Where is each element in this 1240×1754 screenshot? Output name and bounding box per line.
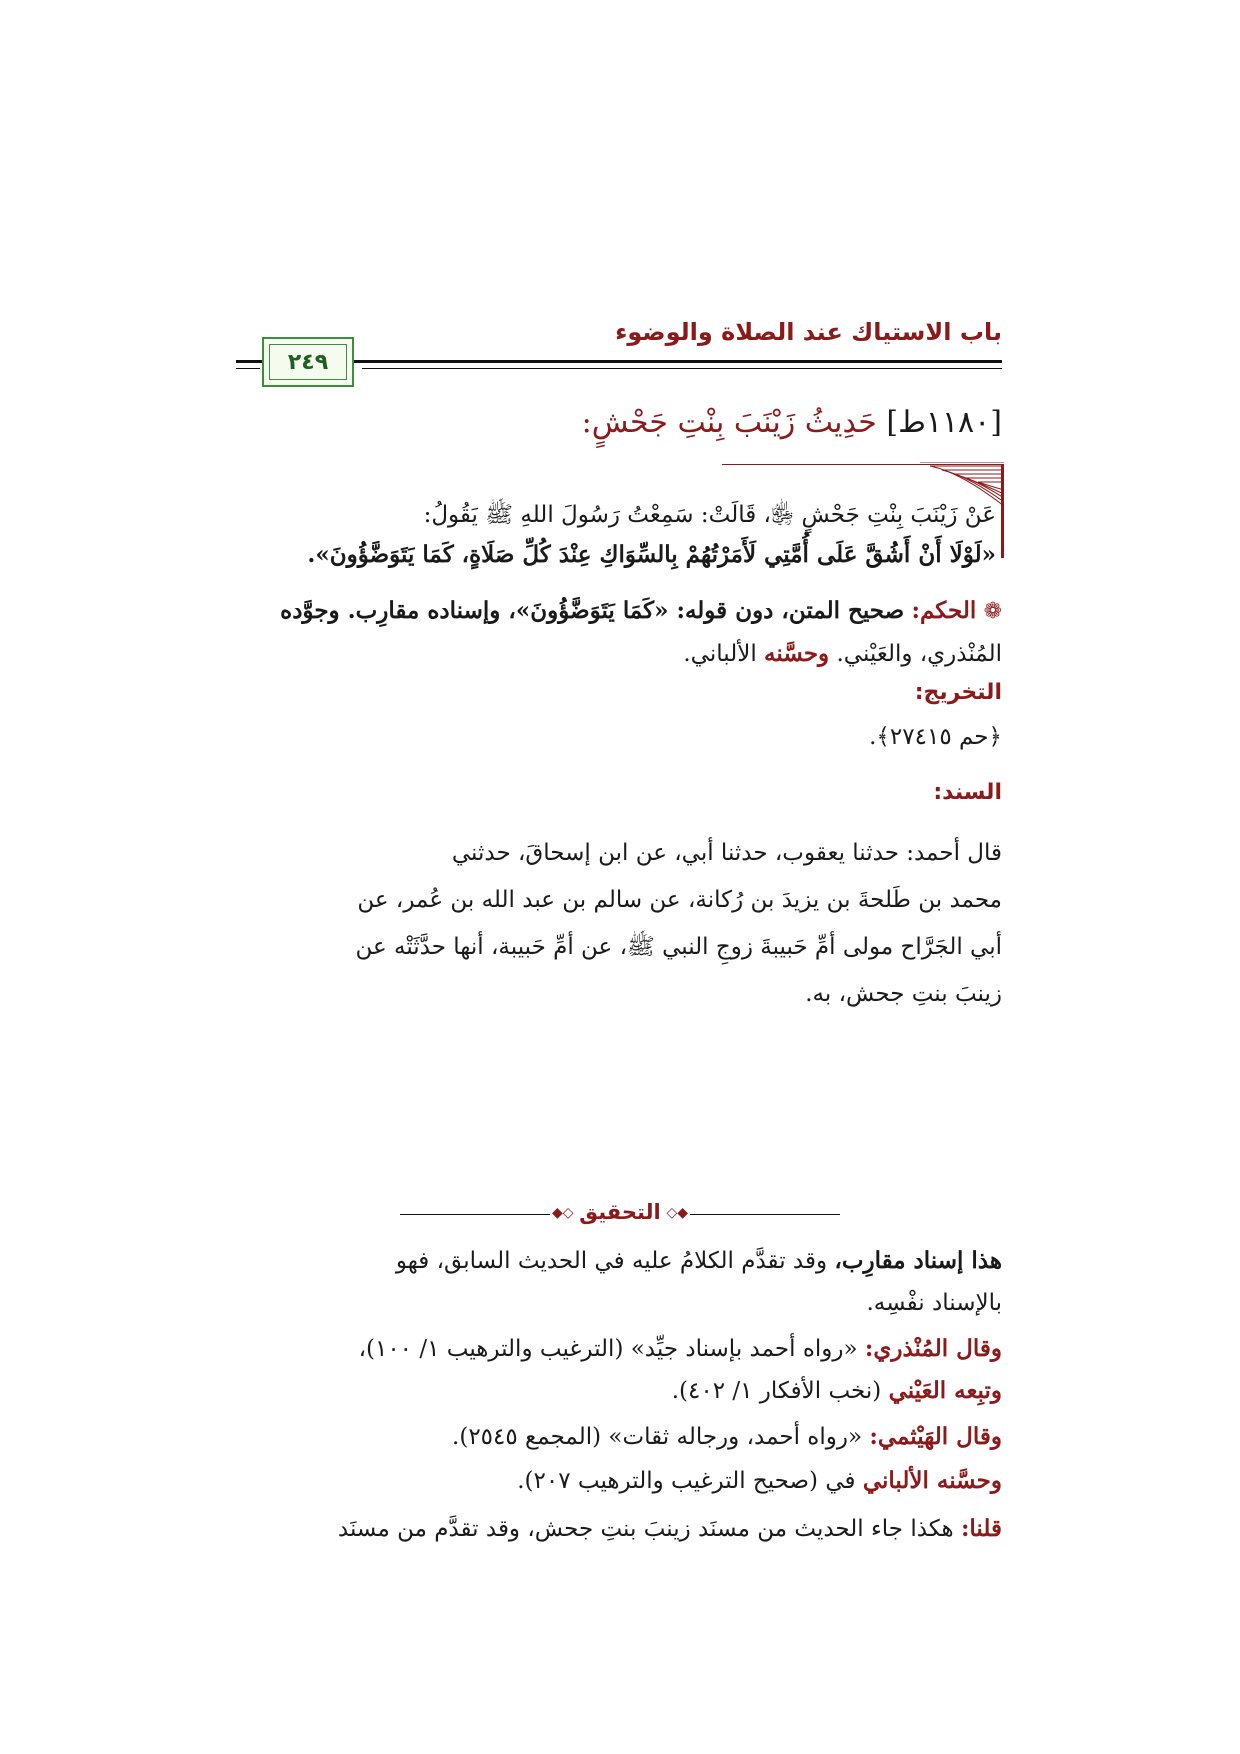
page-number: ٢٤٩ <box>287 349 329 375</box>
sanad-line: قال أحمد: حدثنا يعقوب، حدثنا أبي، عن ابن إسحاقَ، حدثني <box>451 840 1002 866</box>
tahqiq-isnad-bold: هذا إسناد مقارِب، <box>834 1247 1002 1274</box>
flower-ornament-icon: ❁ <box>983 599 1002 624</box>
mundhiri-text: «رواه أحمد بإسناد جيِّد» (الترغيب والترهيب ١/ ١٠٠)، <box>358 1336 865 1362</box>
separator-line-left <box>400 1214 550 1215</box>
hadith-box-side-border <box>1001 464 1004 558</box>
ayni-label: وتبِعه العَيْني <box>888 1377 1002 1404</box>
ruling-label: الحكم: <box>911 597 977 624</box>
sanad-heading: السند: <box>933 780 1002 805</box>
hadith-heading <box>242 405 1002 440</box>
sanad-line: أبي الجَرَّاح مولى أمِّ حَبيبةَ زوجِ النبي ﷺ، عن أمِّ حَبيبة، أنها حدَّثَتْه عن <box>355 934 1002 960</box>
header-rule-left <box>236 368 260 369</box>
tahqiq-isnad-line2: بالإسناد نفْسِه. <box>866 1290 1002 1316</box>
qulna-paragraph <box>232 1508 1002 1550</box>
haythami-label: وقال الهَيْثمي: <box>869 1423 1002 1450</box>
ruling-paragraph <box>232 590 1002 675</box>
ruling-text-line2: المُنْذري، والعَيْني. <box>836 641 1002 667</box>
mundhiri-paragraph <box>232 1328 1002 1412</box>
takhrij-text: ﴿حم ٢٧٤١٥﴾. <box>869 724 1002 750</box>
ruling-hassanahu: وحسَّنه <box>764 640 830 667</box>
ruling-albani: الألباني. <box>683 641 757 667</box>
qulna-label: قلنا: <box>960 1515 1002 1542</box>
sanad-line: محمد بن طَلحةَ بن يزيدَ بن رُكانة، عن سالم بن عبد الله بن عُمر، عن <box>357 887 1002 913</box>
tahqiq-isnad-text: وقد تقدَّم الكلامُ عليه في الحديث السابق، فهو <box>395 1248 835 1274</box>
albani-text: في (صحيح الترغيب والترهيب ٢٠٧). <box>517 1468 863 1494</box>
ruling-text: صحيح المتن، دون قوله: «كَمَا يَتَوَضَّؤُونَ»، وإسناده مقارِب. وجوَّده <box>280 597 905 624</box>
separator-line-right <box>690 1214 840 1215</box>
haythami-paragraph <box>232 1416 1002 1458</box>
chapter-title: باب الاستياك عند الصلاة والوضوء <box>615 318 1002 346</box>
page-number-badge <box>262 337 354 387</box>
tahqiq-separator <box>400 1200 840 1228</box>
sanad-paragraph <box>232 830 1002 1018</box>
separator-ornament-icon: ◆◇ <box>552 1205 574 1221</box>
mundhiri-label: وقال المُنْذري: <box>864 1335 1002 1362</box>
ayni-text: (نخب الأفكار ١/ ٤٠٢). <box>671 1378 889 1404</box>
tahqiq-paragraph-1 <box>232 1240 1002 1324</box>
qulna-text: هكذا جاء الحديث من مسنَد زينبَ بنتِ جحش، وقد تقدَّم من مسنَد <box>337 1516 961 1542</box>
sanad-line: زينبَ بنتِ جحش، به. <box>805 981 1002 1007</box>
hadith-number: [١١٨٠ط] <box>886 405 1002 440</box>
haythami-text: «رواه أحمد، ورجاله ثقات» (المجمع ٢٥٤٥). <box>452 1424 870 1450</box>
albani-paragraph <box>232 1460 1002 1502</box>
albani-label: وحسَّنه الألباني <box>862 1467 1002 1494</box>
hadith-title: حَدِيثُ زَيْنَبَ بِنْتِ جَحْشٍ: <box>581 405 877 440</box>
header-rule-thin <box>362 368 1002 369</box>
hadith-matn <box>236 495 996 575</box>
matn-line-2: «لَوْلَا أَنْ أَشُقَّ عَلَى أُمَّتِي لَأَمَرْتُهُمْ بِالسِّوَاكِ عِنْدَ كُلِّ صَلَاةٍ، كَمَا يَتَوَضَّؤُونَ». <box>307 541 996 568</box>
matn-line-1: عَنْ زَيْنَبَ بِنْتِ جَحْشٍ ﵂، قَالَتْ: سَمِعْتُ رَسُولَ اللهِ ﷺ يَقُولُ: <box>423 502 996 528</box>
tahqiq-heading: التحقيق <box>579 1200 661 1224</box>
separator-ornament-icon: ◇◆ <box>666 1205 688 1221</box>
takhrij-heading: التخريج: <box>914 680 1002 705</box>
hadith-box-top-border <box>722 464 1002 465</box>
